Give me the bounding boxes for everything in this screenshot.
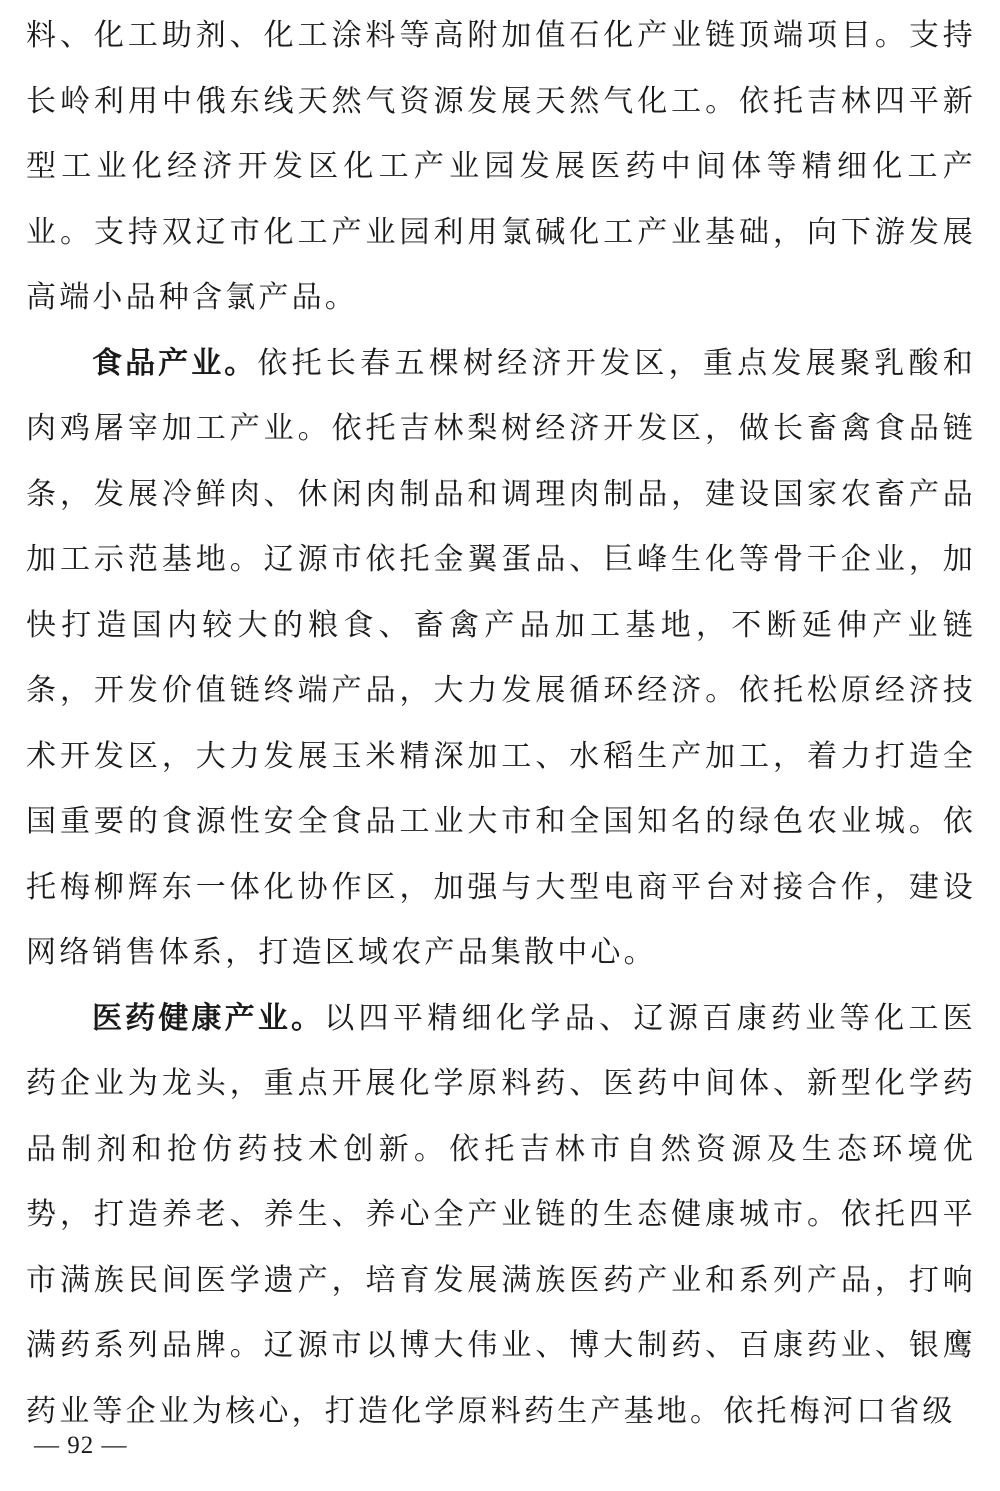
paragraph-text: 料、化工助剂、化工涂料等高附加值石化产业链顶端项目。支持长岭利用中俄东线天然气资源发展天然气化工。依托吉林四平新型工业化经济开发区化工产业园发展医药中间体等精细化工产业。支持双辽市化工产业园利用氯碱化工产业基础，向下游发展高端小品种含氯产品。 bbox=[26, 18, 976, 315]
section-heading-food: 食品产业。 bbox=[92, 345, 258, 381]
paragraph-petrochemical bbox=[26, 0, 976, 331]
paragraph-text: 依托长春五棵树经济开发区，重点发展聚乳酸和肉鸡屠宰加工产业。依托吉林梨树经济开发区，做长畜禽食品链条，发展冷鲜肉、休闲肉制品和调理肉制品，建设国家农畜产品加工示范基地。辽源市依托金翼蛋品、巨峰生化等骨干企业，加快打造国内较大的粮食、畜禽产品加工基地，不断延伸产业链条，开发价值链终端产品，大力发展循环经济。依托松原经济技术开发区，大力发展玉米精深加工、水稻生产加工，着力打造全国重要的食源性安全食品工业大市和全国知名的绿色农业城。依托梅柳辉东一体化协作区，加强与大型电商平台对接合作，建设网络销售体系，打造区域农产品集散中心。 bbox=[26, 345, 976, 970]
section-heading-pharma: 医药健康产业。 bbox=[92, 1000, 325, 1036]
page-number: — 92 — bbox=[34, 1432, 128, 1459]
paragraph-food-industry bbox=[26, 331, 976, 986]
paragraph-pharma-industry bbox=[26, 986, 976, 1445]
paragraph-text: 以四平精细化学品、辽源百康药业等化工医药企业为龙头，重点开展化学原料药、医药中间体、新型化学药品制剂和抢仿药技术创新。依托吉林市自然资源及生态环境优势，打造养老、养生、养心全产业链的生态健康城市。依托四平市满族民间医学遗产，培育发展满族医药产业和系列产品，打响满药系列品牌。辽源市以博大伟业、博大制药、百康药业、银鹰药业等企业为核心，打造化学原料药生产基地。依托梅河口省级 bbox=[26, 1000, 977, 1429]
document-page bbox=[26, 0, 976, 1444]
